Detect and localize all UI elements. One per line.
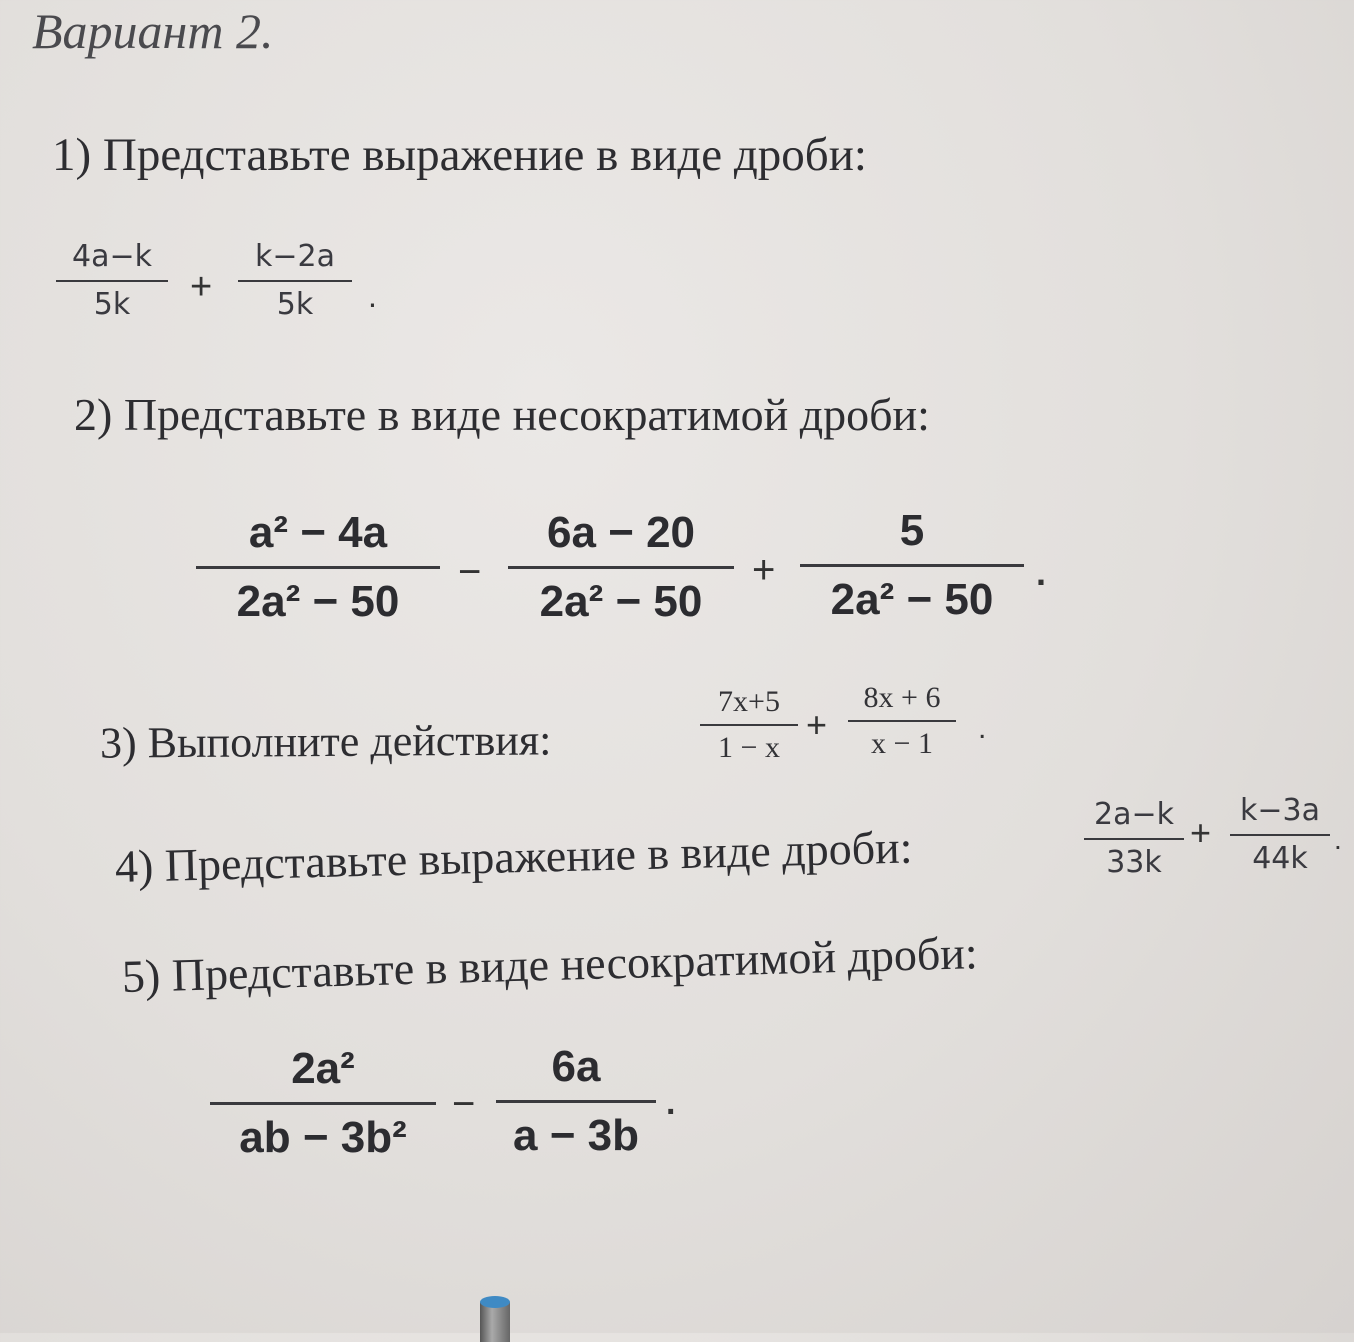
denominator: 2a² − 50: [539, 577, 703, 626]
denominator: 2a² − 50: [830, 575, 994, 624]
numerator: 6a − 20: [546, 508, 696, 557]
period: .: [978, 712, 987, 745]
plus-sign: +: [752, 548, 776, 592]
pushpin-head-icon: [480, 1296, 510, 1308]
period: .: [666, 1084, 676, 1122]
problem-4-fraction-1: [1084, 796, 1184, 882]
numerator: k−2a: [255, 239, 335, 274]
denominator: ab − 3b²: [239, 1113, 407, 1162]
problem-2-heading: 2) Представьте в виде несократимой дроби:: [74, 389, 930, 440]
fraction-bar: [800, 564, 1024, 567]
problem-3-fraction-1: [700, 684, 798, 766]
problem-1-fraction-2: [238, 238, 352, 324]
period: .: [368, 278, 377, 314]
fraction-bar: [496, 1100, 656, 1103]
denominator: 2a² − 50: [236, 577, 400, 626]
denominator: 5k: [276, 287, 314, 322]
problem-4-heading: 4) Представьте выражение в виде дроби:: [114, 821, 913, 892]
problem-5-fraction-1: [210, 1042, 436, 1165]
fraction-bar: [56, 280, 168, 282]
fraction-bar: [848, 720, 956, 722]
period: .: [1334, 824, 1342, 855]
denominator: 1 − x: [718, 731, 780, 764]
minus-sign: −: [458, 550, 482, 594]
fraction-bar: [1230, 834, 1330, 836]
minus-sign: −: [452, 1082, 476, 1126]
plus-sign: +: [190, 266, 213, 308]
fraction-bar: [1084, 838, 1184, 840]
problem-5-heading: 5) Представьте в виде несократимой дроби:: [121, 927, 979, 1002]
numerator: 7x+5: [718, 685, 780, 718]
fraction-bar: [700, 724, 798, 726]
problem-1-heading: 1) Представьте выражение в виде дроби:: [52, 129, 867, 181]
denominator: a − 3b: [513, 1111, 639, 1160]
numerator: 5: [899, 506, 925, 555]
denominator: 44k: [1252, 841, 1308, 876]
problem-3-heading: 3) Выполните действия:: [99, 715, 552, 768]
plus-sign: +: [806, 704, 828, 745]
problem-2-fraction-1: [196, 506, 440, 629]
problem-2-fraction-3: [800, 504, 1024, 627]
problem-5-fraction-2: [496, 1040, 656, 1163]
plus-sign: +: [1190, 812, 1212, 853]
numerator: 8x + 6: [863, 681, 941, 714]
numerator: 4a−k: [72, 239, 152, 274]
denominator: 33k: [1106, 845, 1162, 880]
period: .: [1036, 552, 1047, 593]
variant-title: Вариант 2.: [32, 3, 274, 59]
numerator: a² − 4a: [248, 508, 388, 557]
pushpin-icon: [480, 1302, 510, 1342]
denominator: x − 1: [871, 727, 933, 760]
problem-1-fraction-1: [56, 238, 168, 324]
fraction-bar: [508, 566, 734, 569]
numerator: k−3a: [1240, 793, 1320, 828]
fraction-bar: [196, 566, 440, 569]
problem-2-fraction-2: [508, 506, 734, 629]
numerator: 2a−k: [1094, 797, 1174, 832]
numerator: 6a: [551, 1042, 601, 1091]
fraction-bar: [238, 280, 352, 282]
problem-4-fraction-2: [1230, 792, 1330, 878]
denominator: 5k: [93, 287, 131, 322]
problem-3-fraction-2: [848, 680, 956, 762]
numerator: 2a²: [291, 1044, 355, 1093]
fraction-bar: [210, 1102, 436, 1105]
